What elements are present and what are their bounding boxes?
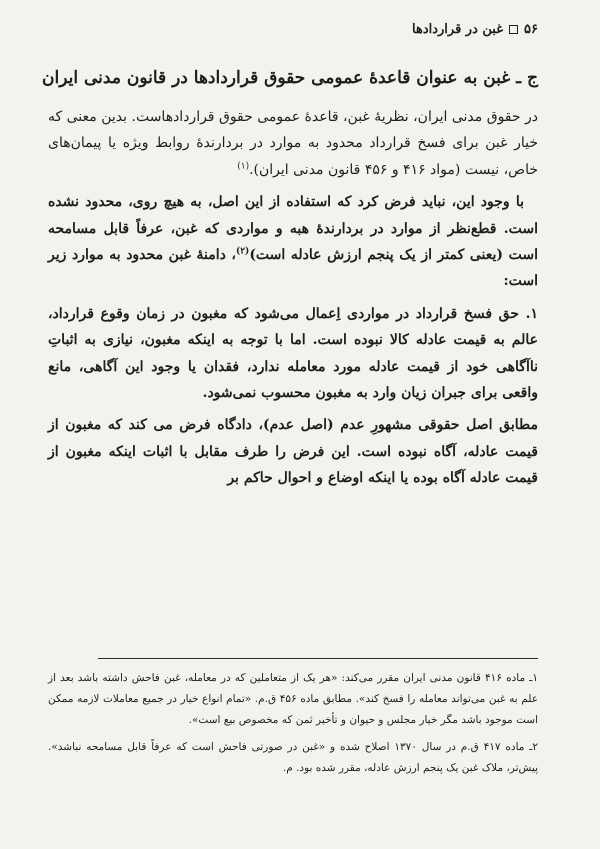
paragraph-2: با وجود این، نباید فرض کرد که استفاده از این اصل، به هیچ روی، محدود نشده است. قطع‌نظر از موارد در بردارندهٔ هبه و مواردی که غبن، عرفاً قابل مسامحه است (یعنی کمتر از یک پنجم ارزش عادله است)$^{(۲)}$، دامنهٔ غبن محدود به موارد زیر است: (48, 194, 538, 290)
running-head (412, 22, 538, 37)
square-bullet-icon (509, 25, 518, 34)
footnote-ref-1: (۱) (237, 161, 250, 172)
section-title: ج ـ غبن به عنوان قاعدهٔ عمومی حقوق قراردادها در قانون مدنی ایران (42, 68, 538, 88)
footnote-1: ۱ـ ماده ۴۱۶ قانون مدنی ایران مقرر می‌کند: «هر یک از متعاملین که در معامله، غبن فاحش داشته باشد بعد از علم به غبن می‌تواند معامله را فسخ کند». مطابق ماده ۴۵۶ ق.م. «تمام انواع خیار در جمیع معاملات لازمه ممکن است موجود باشد مگر خیار مجلس و حیوان و تأخیر ثمن که مخصوص بیع است». (48, 672, 538, 726)
footnote-2: ۲ـ ماده ۴۱۷ ق.م در سال ۱۳۷۰ اصلاح شده و «غبن در صورتی فاحش است که عرفاً قابل مسامحه نباشد». پیش‌تر، ملاک غبن یک پنجم ارزش عادله، مقرر شده بود. م. (48, 741, 538, 774)
body-text (48, 104, 538, 498)
paragraph-1: در حقوق مدنی ایران، نظریهٔ غبن، قاعدهٔ عمومی حقوق قراردادهاست. بدین معنی که خیار غبن برای فسخ قرارداد محدود به موارد در بردارندهٔ روابط ویژه یا پیمان‌های خاص، نیست (مواد ۴۱۶ و ۴۵۶ قانون مدنی ایران).$^{(۱)}$ (48, 109, 538, 178)
footnotes (48, 668, 538, 785)
paragraph-3: مطابق اصل حقوقی مشهورِ عدم (اصل عدم)، دادگاه فرض می کند که مغبون از قیمت عادله، آگاه نبوده است. این فرض را طرف مقابل با اثبات اینکه مغبون از قیمت عادله آگاه بوده یا اینکه اوضاع و احوال حاکم بر (48, 417, 538, 487)
list-item-1: ۱. حق فسخ قرارداد در مواردی اِعمال می‌شود که مغبون در زمان وقوع قرارداد، عالم به قیمت عادله کالا نبوده است. اما با توجه به اینکه مغبون، نیازی به اثباتِ ناآگاهی خود از قیمت عادله مورد معامله ندارد، فقدان یا وجود این آگاهی، مانع واقعی برای جبران زیان وارد به مغبون محسوب نمی‌شود. (48, 305, 538, 402)
footnote-divider (98, 658, 538, 659)
footnote-ref-2: (۲) (235, 246, 250, 257)
page-number: ۵۶ (524, 22, 538, 37)
chapter-title: غبن در قراردادها (412, 22, 504, 37)
